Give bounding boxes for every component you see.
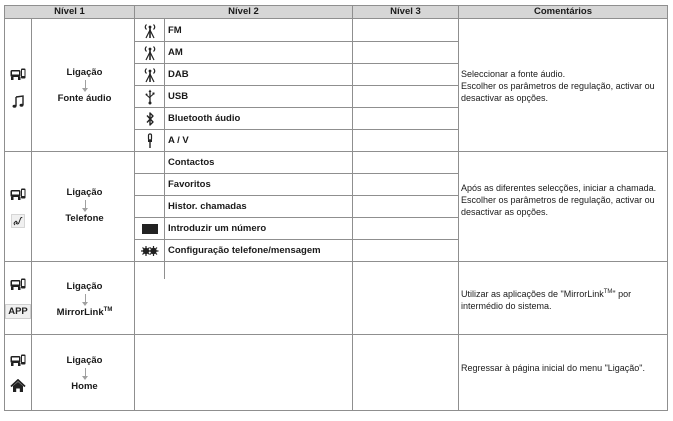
nivel2-label: Bluetooth áudio [168, 113, 241, 124]
nivel2-item[interactable] [135, 20, 353, 42]
header-comentarios: Comentários [458, 5, 668, 19]
antenna-icon [135, 64, 165, 86]
antenna-icon [135, 20, 165, 42]
comment-line: Seleccionar a fonte áudio. [461, 69, 566, 79]
nivel2-item[interactable] [135, 130, 353, 152]
comment-line: Escolher os parâmetros de regulação, activar ou desactivar as opções. [461, 81, 655, 103]
comment-home [461, 362, 666, 374]
car-link-icon [10, 353, 26, 369]
nivel2-label: Favoritos [168, 179, 211, 190]
comment-fonte-audio [461, 68, 666, 104]
nivel1-ligacao-label: Ligação [66, 67, 103, 78]
comment-mirrorlink [461, 288, 666, 312]
nivel1-submenu-label: Fonte áudio [57, 93, 112, 104]
header-nivel1: Nível 1 [4, 5, 135, 19]
arrow-down-icon [34, 367, 135, 381]
menu-table [4, 5, 668, 411]
nivel2-item[interactable] [135, 196, 353, 218]
bluetooth-icon [135, 108, 165, 130]
nivel2-item[interactable] [135, 42, 353, 64]
nivel1-submenu-label: Home [71, 381, 98, 392]
comment-line: Regressar à página inicial do menu "Ligação". [461, 363, 645, 373]
keypad-icon [135, 218, 165, 240]
comment-line: Escolher os parâmetros de regulação, activar ou desactivar as opções. [461, 195, 655, 217]
nivel2-label: Introduzir um número [168, 223, 267, 234]
comment-text-b: " por intermédio do sistema. [461, 289, 632, 311]
comment-line [461, 288, 666, 312]
nivel1-telefone [34, 187, 135, 225]
arrow-down-icon [34, 199, 135, 213]
nivel2-item[interactable] [135, 240, 353, 262]
nivel2-label: USB [168, 91, 189, 102]
nivel1-ligacao-label: Ligação [66, 355, 103, 366]
header-nivel2: Nível 2 [134, 5, 353, 19]
nivel2-item[interactable] [135, 174, 353, 196]
nivel2-label: Configuração telefone/mensagem [168, 245, 321, 256]
settings-icon [135, 240, 165, 262]
nivel2-label: AM [168, 47, 183, 58]
nivel2-label: DAB [168, 69, 189, 80]
phone-icon [10, 213, 26, 229]
trademark-mark: TM [603, 289, 613, 295]
music-note-icon [10, 94, 26, 110]
comment-telefone [461, 182, 666, 218]
nivel2-item[interactable] [135, 86, 353, 108]
app-icon [7, 303, 29, 319]
nivel2-label: Histor. chamadas [168, 201, 247, 212]
nivel2-item[interactable] [135, 152, 353, 174]
usb-icon [135, 86, 165, 108]
antenna-icon [135, 42, 165, 64]
nivel1-mirrorlink [34, 281, 135, 319]
nivel2-item[interactable] [135, 108, 353, 130]
app-icon-label: APP [5, 304, 31, 319]
header-nivel3: Nível 3 [352, 5, 459, 19]
comment-line: Após as diferentes selecções, iniciar a chamada. [461, 183, 657, 193]
nivel1-ligacao-label: Ligação [66, 281, 103, 292]
aux-jack-icon [135, 130, 165, 152]
nivel2-label: A / V [168, 135, 189, 146]
nivel1-ligacao-label: Ligação [66, 187, 103, 198]
car-link-icon [10, 67, 26, 83]
arrow-down-icon [34, 79, 135, 93]
car-link-icon [10, 187, 26, 203]
nivel1-submenu-label [34, 307, 135, 319]
home-icon [10, 378, 26, 394]
mirrorlink-name: MirrorLink [56, 307, 104, 318]
nivel2-label: Contactos [168, 157, 215, 168]
arrow-down-icon [34, 293, 135, 307]
car-link-icon [10, 277, 26, 293]
comment-text-a: Utilizar as aplicações de "MirrorLink [461, 289, 604, 299]
nivel1-fonte-audio [34, 67, 135, 105]
trademark-mark: TM [103, 306, 113, 313]
nivel2-label: FM [168, 25, 182, 36]
nivel1-submenu-label: Telefone [65, 213, 104, 224]
nivel2-item[interactable] [135, 218, 353, 240]
nivel1-home [34, 355, 135, 393]
nivel2-item[interactable] [135, 64, 353, 86]
